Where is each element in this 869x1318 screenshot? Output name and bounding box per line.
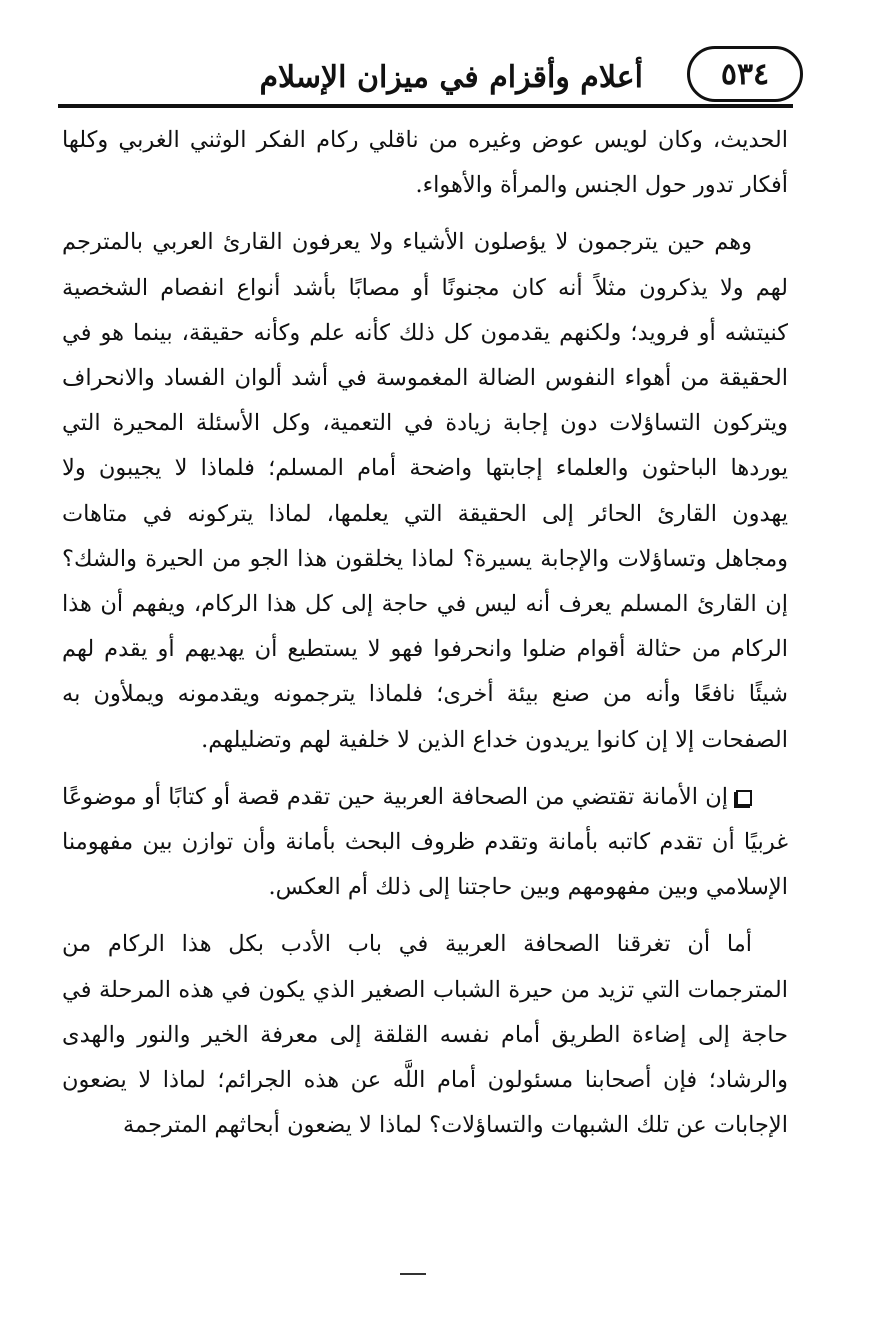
paragraph: وهم حين يترجمون لا يؤصلون الأشياء ولا يعرفون القارئ العربي بالمترجم لهم ولا يذكرون مثلاً أنه كان مجنونًا أو مصابًا بأشد أنواع انفصام الشخصية كنيتشه أو فرويد؛ ولكنهم يقدمون كل ذلك كأنه علم وكأنه حقيقة، بينما هو في الحقيقة من أهواء النفوس الضالة المغموسة في أشد ألوان الفساد والانحراف ويتركون التساؤلات دون إجابة زيادة في التعمية، وكل الأسئلة المحيرة التي يوردها الباحثون والعلماء إجابتها واضحة أمام المسلم؛ فلماذا لا يجيبون ولا يهدون القارئ الحائر إلى الحقيقة التي يعلمها، لماذا يتركونه في متاهات ومجاهل وتساؤلات والإجابة يسيرة؟ لماذا يخلقون هذا الجو من الحيرة والشك؟ إن القارئ المسلم يعرف أنه ليس في حاجة إلى كل هذا الركام، ويفهم أن هذا الركام من حثالة أقوام ضلوا وانحرفوا فهو لا يستطيع أن يهديهم أو يقدم لهم شيئًا نافعًا وأنه من صنع بيئة أخرى؛ فلماذا يترجمونه ويقدمونه ويملأون به الصفحات إلا إن كانوا يريدون خداع الذين لا خلفية لهم وتضليلهم.: [62, 229, 788, 753]
page-body: [62, 118, 788, 1160]
page-header: [58, 40, 803, 108]
header-divider: [58, 104, 793, 108]
page-number-badge: [687, 46, 803, 102]
footer-mark: [400, 1273, 426, 1275]
paragraph-continued: الحديث، وكان لويس عوض وغيره من ناقلي ركام الفكر الوثني الغربي وكلها أفكار تدور حول الجنس والمرأة والأهواء.: [62, 127, 788, 199]
page-number: ٥٣٤: [720, 56, 770, 92]
bullet-paragraph-text: إن الأمانة تقتضي من الصحافة العربية حين تقدم قصة أو كتابًا أو موضوعًا غربيًا أن تقدم كاتبه بأمانة وتقدم ظروف البحث بأمانة وأن توازن بين مفهومنا الإسلامي وبين مفهومهم وبين حاجتنا إلى ذلك أم العكس.: [62, 783, 788, 901]
bullet-paragraph: [62, 775, 788, 911]
running-title: أعلام وأقزام في ميزان الإسلام: [259, 60, 643, 95]
paragraph: أما أن تغرقنا الصحافة العربية في باب الأدب بكل هذا الركام من المترجمات التي تزيد من حيرة الشباب الصغير الذي يكون في هذه المرحلة في حاجة إلى إضاءة الطريق أمام نفسه القلقة إلى معرفة الخير والنور والهدى والرشاد؛ فإن أصحابنا مسئولون أمام اللَّه عن هذه الجرائم؛ لماذا لا يضعون الإجابات عن تلك الشبهات والتساؤلات؟ لماذا لا يضعون أبحاثهم المترجمة: [62, 931, 788, 1139]
square-bullet-icon: [736, 790, 752, 806]
